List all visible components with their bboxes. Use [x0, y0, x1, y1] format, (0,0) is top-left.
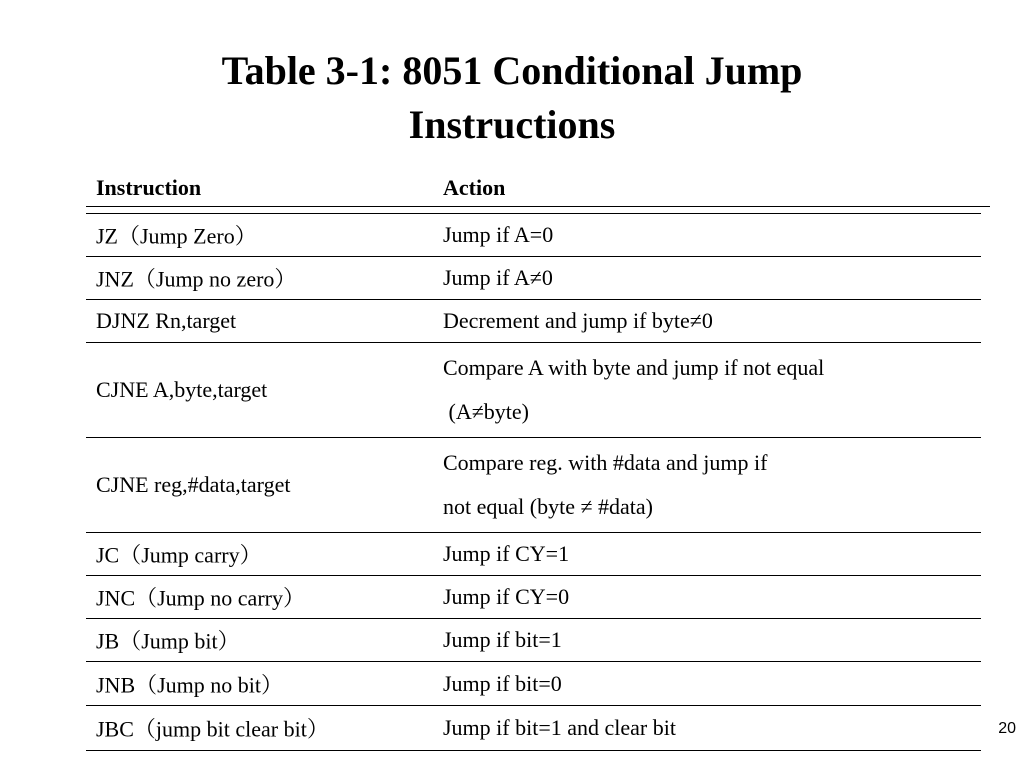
table-row	[86, 300, 981, 343]
title-line-1: Table 3-1: 8051 Conditional Jump	[221, 48, 803, 93]
instruction-cell: JB（Jump bit）	[96, 628, 240, 654]
table-row	[86, 706, 981, 751]
instruction-cell: JNZ（Jump no zero）	[96, 266, 297, 292]
action-line-2: not equal (byte ≠ #data)	[443, 494, 653, 519]
action-cell: Jump if A=0	[443, 222, 554, 247]
table-row	[86, 533, 981, 576]
instruction-cell: JNC（Jump no carry）	[96, 585, 305, 611]
action-cell: Jump if bit=1	[443, 627, 562, 652]
action-cell: Jump if CY=1	[443, 541, 570, 566]
table-row	[86, 619, 981, 662]
action-cell: Jump if A≠0	[443, 265, 553, 290]
table-row	[86, 576, 981, 619]
instruction-cell: CJNE reg,#data,target	[96, 472, 291, 497]
table-row	[86, 438, 981, 533]
header-instruction: Instruction	[96, 175, 202, 200]
slide-title	[0, 44, 1024, 152]
instruction-cell: JC（Jump carry）	[96, 542, 262, 568]
instruction-cell: CJNE A,byte,target	[96, 377, 268, 402]
instruction-cell: JZ（Jump Zero）	[96, 223, 257, 249]
action-line-1: Compare A with byte and jump if not equal	[443, 355, 825, 380]
action-cell	[443, 346, 824, 434]
header-action: Action	[443, 175, 506, 200]
table-row	[86, 662, 981, 706]
action-cell: Decrement and jump if byte≠0	[443, 308, 713, 333]
action-line-1: Compare reg. with #data and jump if	[443, 450, 768, 475]
table-row	[86, 343, 981, 438]
title-line-2: Instructions	[408, 102, 616, 147]
instruction-cell: DJNZ Rn,target	[96, 308, 237, 333]
table-row	[86, 214, 981, 257]
action-cell: Jump if bit=1 and clear bit	[443, 715, 676, 740]
instruction-cell: JBC（jump bit clear bit）	[96, 716, 329, 742]
instruction-table	[86, 213, 981, 751]
action-cell: Jump if CY=0	[443, 584, 570, 609]
action-line-2: (A≠byte)	[443, 399, 529, 424]
action-cell	[443, 441, 767, 529]
page-number: 20	[998, 720, 1016, 737]
table-row	[86, 257, 981, 300]
action-cell: Jump if bit=0	[443, 670, 562, 696]
instruction-cell: JNB（Jump no bit）	[96, 672, 284, 697]
table-header	[86, 172, 990, 207]
